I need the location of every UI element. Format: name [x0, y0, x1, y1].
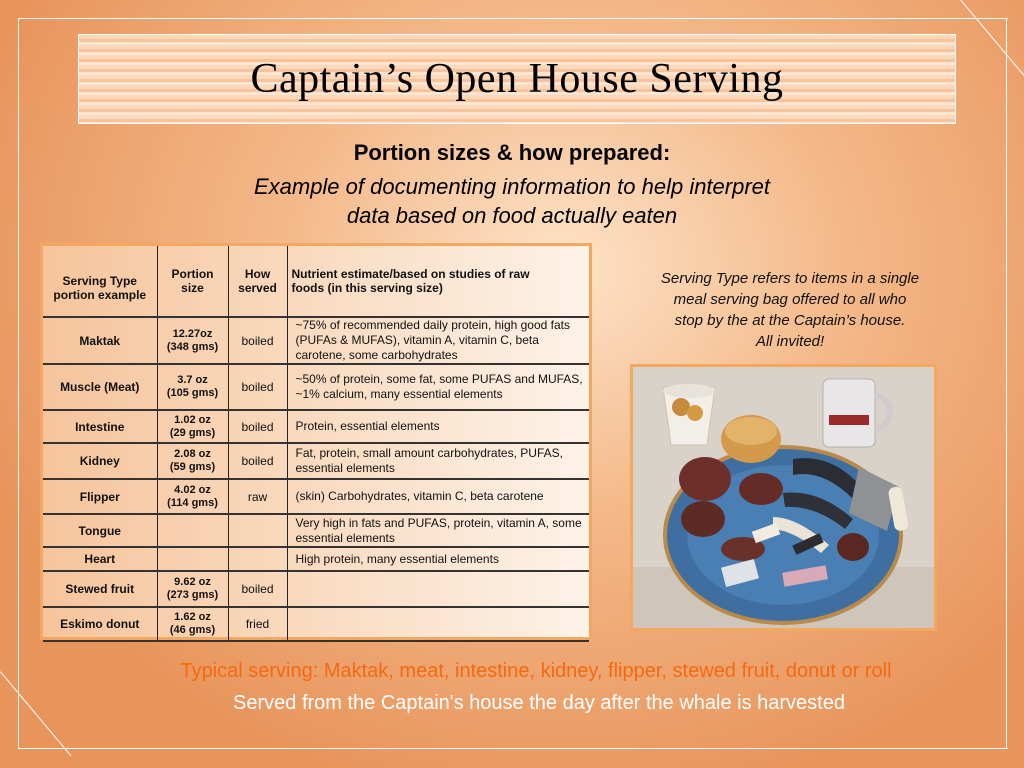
table-row — [43, 547, 589, 571]
portion-size-cell — [157, 479, 228, 514]
food-plate-illustration — [633, 367, 934, 628]
portion-gms: (46 gms) — [169, 624, 216, 636]
portion-gms: (29 gms) — [169, 426, 216, 439]
how-served-cell: fried — [228, 607, 287, 641]
typical-serving-text: Typical serving: Maktak, meat, intestine, kidney, flipper, stewed fruit, donut or roll — [180, 660, 892, 682]
nutrient-estimate-cell — [287, 607, 589, 641]
header-serving-type: Serving Type portion example — [43, 246, 157, 317]
serving-type-note: Serving Type refers to items in a single meal serving bag offered to all who stop by the at the Captain’s house. All invited! — [660, 270, 920, 350]
corner-diagonal-top-right — [960, 0, 1024, 84]
table-row — [43, 443, 589, 479]
frame-line-bottom — [18, 748, 1008, 749]
nutrient-estimate-cell: High protein, many essential elements — [287, 547, 589, 571]
header-nutrient-estimate: Nutrient estimate/based on studies of raw foods (in this serving size) — [287, 246, 589, 317]
portion-size-cell — [157, 364, 228, 410]
how-served-cell — [228, 547, 287, 571]
frame-line-left — [18, 18, 19, 749]
portion-oz: 1.62 oz — [174, 611, 211, 623]
how-served-cell: boiled — [228, 364, 287, 410]
how-served-cell: boiled — [228, 317, 287, 364]
served-from-text: Served from the Captain's house the day after the whale is harvested — [233, 692, 845, 714]
frame-line-right — [1006, 18, 1007, 749]
portion-gms: (59 gms) — [169, 461, 216, 473]
description-line-2: data based on food actually eaten — [346, 203, 678, 228]
portion-oz: 1.02 oz — [174, 413, 211, 426]
how-served-cell: boiled — [228, 410, 287, 443]
nutrient-estimate-cell: Fat, protein, small amount carbohydrates, PUFAS, essential elements — [287, 443, 589, 479]
portion-size-cell — [157, 514, 228, 547]
table-row — [43, 571, 589, 607]
food-plate-photo — [630, 364, 937, 631]
how-served-cell: boiled — [228, 571, 287, 607]
portion-gms: (348 gms) — [166, 340, 219, 353]
nutrient-estimate-cell: (skin) Carbohydrates, vitamin C, beta carotene — [287, 479, 589, 514]
nutrient-estimate-cell: Very high in fats and PUFAS, protein, vitamin A, some essential elements — [287, 514, 589, 547]
portion-oz: 2.08 oz — [174, 448, 211, 460]
portion-oz: 9.62 oz — [174, 576, 211, 588]
table-row — [43, 364, 589, 410]
frame-line-top — [18, 18, 1008, 19]
nutrient-estimate-cell — [287, 571, 589, 607]
page-title: Captain’s Open House Serving — [250, 56, 784, 102]
serving-type-cell: Eskimo donut — [43, 607, 157, 641]
how-served-cell — [228, 514, 287, 547]
portion-oz: 4.02 oz — [174, 483, 211, 496]
serving-type-cell: Maktak — [43, 317, 157, 364]
portion-size-cell — [157, 317, 228, 364]
serving-type-cell: Flipper — [43, 479, 157, 514]
serving-type-cell: Kidney — [43, 443, 157, 479]
how-served-cell: boiled — [228, 443, 287, 479]
description — [0, 172, 1024, 230]
portion-size-cell — [157, 547, 228, 571]
serving-type-cell: Muscle (Meat) — [43, 364, 157, 410]
how-served-cell: raw — [228, 479, 287, 514]
portion-gms: (105 gms) — [166, 387, 219, 399]
portion-gms: (273 gms) — [166, 589, 219, 601]
serving-type-cell: Intestine — [43, 410, 157, 443]
portion-size-cell — [157, 443, 228, 479]
serving-table-panel — [40, 243, 592, 640]
header-how-served: How served — [228, 246, 287, 317]
header-portion-size: Portion size — [157, 246, 228, 317]
table-row — [43, 479, 589, 514]
portion-oz: 12.27oz — [172, 327, 213, 340]
portion-oz: 3.7 oz — [177, 374, 208, 386]
portion-gms: (114 gms) — [167, 496, 218, 509]
nutrient-estimate-cell: Protein, essential elements — [287, 410, 589, 443]
serving-type-cell: Heart — [43, 547, 157, 571]
subtitle: Portion sizes & how prepared: — [353, 140, 671, 165]
table-row — [43, 514, 589, 547]
description-line-1: Example of documenting information to help interpret — [253, 174, 771, 199]
portion-size-cell — [157, 607, 228, 641]
table-row — [43, 317, 589, 364]
title-banner — [78, 34, 956, 124]
table-row — [43, 607, 589, 641]
portion-size-cell — [157, 410, 228, 443]
serving-table — [43, 246, 589, 642]
nutrient-estimate-cell: ~75% of recommended daily protein, high good fats (PUFAs & MUFAS), vitamin A, vitamin C, beta carotene, some carbohydrates — [287, 317, 589, 364]
serving-type-cell: Tongue — [43, 514, 157, 547]
table-body — [43, 317, 589, 641]
serving-type-cell: Stewed fruit — [43, 571, 157, 607]
nutrient-estimate-cell: ~50% of protein, some fat, some PUFAS and MUFAS, ~1% calcium, many essential elements — [287, 364, 589, 410]
portion-size-cell — [157, 571, 228, 607]
table-row — [43, 410, 589, 443]
